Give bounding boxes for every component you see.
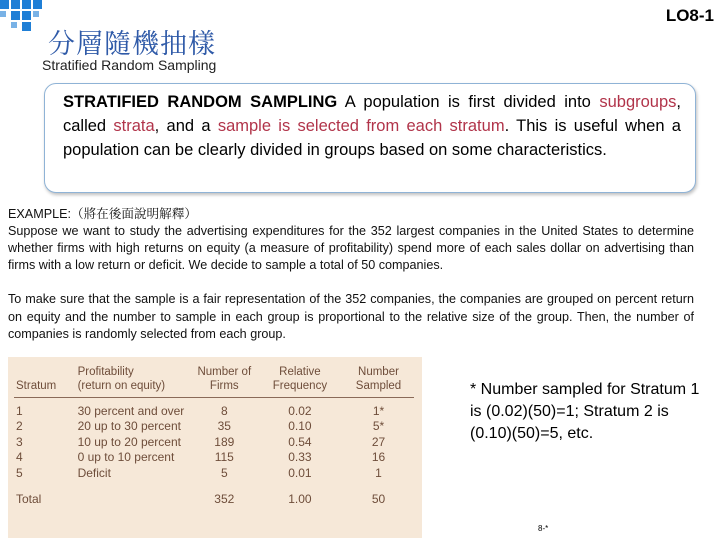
page-number: 8-*: [538, 524, 549, 533]
header-relative-frequency: Relative Frequency: [257, 365, 343, 398]
definition-box: [44, 83, 696, 193]
cell-firms: 115: [214, 450, 234, 465]
cell-total-firms: 352: [214, 492, 235, 507]
example-text: Suppose we want to study the advertising expenditures for the 352 largest companies in the United States to determine whether firms with high returns on equity (a measure of profitability) spend more of each sales dollar on advertising than firms with a low return or deficit. We decide to sample a total of 50 companies.: [8, 224, 694, 272]
definition-highlight-subgroups: subgroups: [599, 93, 677, 111]
cell-stratum: 1: [16, 404, 23, 418]
cell-stratum: 4: [16, 450, 23, 465]
cell-total-frequency: 1.00: [288, 492, 312, 507]
cell-profitability: 0 up to 10 percent: [77, 450, 175, 465]
definition-term: STRATIFIED RANDOM SAMPLING: [63, 93, 338, 111]
cell-frequency: 0.01: [288, 465, 312, 480]
strata-table-panel: [8, 357, 422, 538]
cell-frequency: 0.10: [288, 419, 312, 434]
cell-frequency: 0.02: [288, 404, 312, 418]
table-row: [14, 466, 414, 481]
table-row: [14, 450, 414, 465]
checkerboard-logo-icon: [0, 0, 46, 44]
cell-firms: 35: [217, 419, 231, 434]
cell-sampled: 16: [371, 450, 386, 465]
header-number-of-firms: Number of Firms: [192, 365, 257, 398]
table-row: [14, 435, 414, 450]
cell-firms: 8: [220, 404, 228, 418]
definition-part: , and a: [154, 117, 218, 135]
example-paragraph: [8, 206, 694, 274]
cell-profitability: Deficit: [77, 465, 111, 480]
table-total-row: [14, 481, 414, 507]
header-stratum: Stratum: [14, 365, 76, 398]
cell-frequency: 0.54: [288, 434, 312, 449]
footnote-calculation: * Number sampled for Stratum 1 is (0.02)(50)=1; Stratum 2 is (0.10)(50)=5, etc.: [470, 381, 700, 442]
page-title-chinese: 分層隨機抽樣: [48, 29, 216, 60]
definition-part: , called: [63, 93, 681, 135]
header-number-sampled: Number Sampled: [343, 365, 414, 398]
definition-highlight-strata: strata: [113, 117, 155, 135]
cell-firms: 189: [214, 434, 235, 449]
cell-profitability: 20 up to 30 percent: [77, 419, 181, 434]
learning-objective-label: LO8-1: [665, 6, 714, 25]
definition-highlight-sample: sample is selected from each stratum: [217, 117, 505, 135]
cell-empty: [76, 481, 192, 507]
example-label: EXAMPLE:（將在後面說明解釋）: [8, 207, 197, 221]
definition-part: A population is first divided into: [337, 93, 600, 111]
cell-profitability: 30 percent and over: [77, 404, 185, 418]
cell-sampled: 1: [375, 465, 382, 480]
explanation-paragraph: To make sure that the sample is a fair representation of the 352 companies, the companies are grouped on percent return on equity and the number to sample in each group is proportional to the relative size of the group. Then, the number of companies is randomly selected from each group.: [8, 292, 694, 341]
cell-sampled: 5*: [372, 419, 385, 434]
cell-frequency: 0.33: [288, 450, 312, 465]
header-profitability: Profitability (return on equity): [76, 365, 192, 398]
page-subtitle: Stratified Random Sampling: [42, 57, 217, 73]
definition-part: . This is useful when a population can be clearly divided in groups based on some characteristics.: [63, 117, 681, 159]
cell-stratum: 5: [16, 465, 23, 480]
cell-total-label: Total: [16, 492, 42, 507]
table-header-row: [14, 365, 414, 398]
cell-stratum: 3: [16, 434, 23, 449]
cell-total-sampled: 50: [371, 492, 386, 507]
table-row: [14, 398, 414, 420]
cell-sampled: 27: [371, 434, 386, 449]
strata-table: [14, 365, 414, 507]
table-row: [14, 419, 414, 434]
cell-profitability: 10 up to 20 percent: [77, 434, 181, 449]
cell-firms: 5: [220, 465, 228, 480]
definition-text: [63, 90, 681, 162]
cell-stratum: 2: [16, 419, 23, 434]
cell-sampled: 1*: [372, 404, 385, 418]
